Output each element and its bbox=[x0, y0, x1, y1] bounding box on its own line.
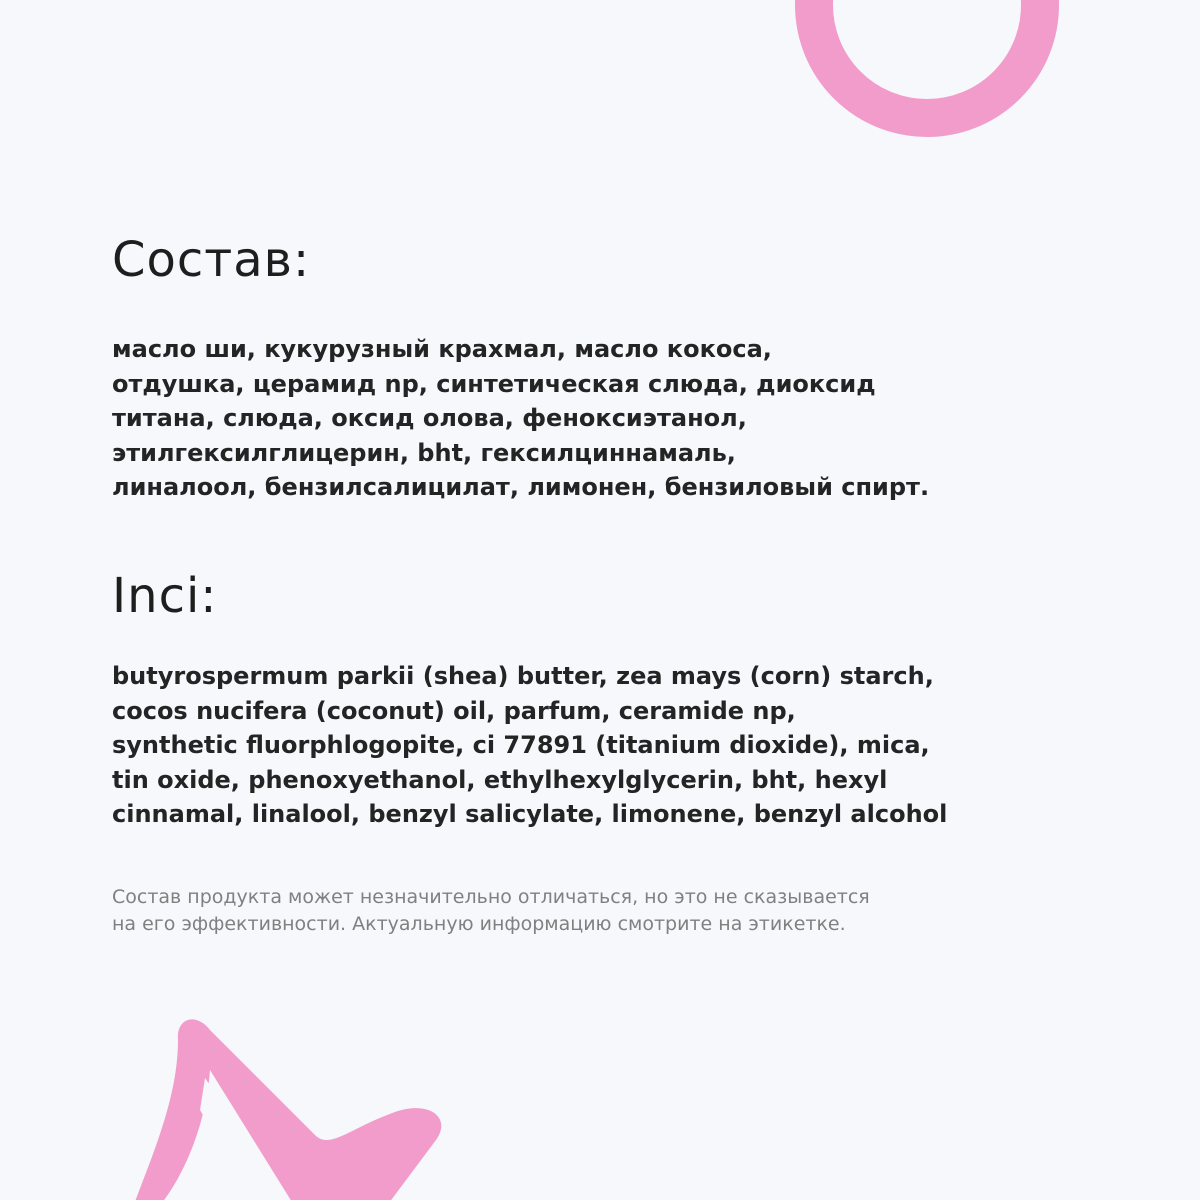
disclaimer-note bbox=[112, 884, 1072, 938]
star-inner-cutout bbox=[200, 1078, 298, 1200]
composition-line: отдушка, церамид np, синтетическая слюда, диоксид bbox=[112, 369, 876, 398]
inci-line: butyrospermum parkii (shea) butter, zea mays (corn) starch, bbox=[112, 662, 934, 690]
composition-line: линалоол, бензилсалицилат, лимонен, бензиловый спирт. bbox=[112, 473, 930, 501]
inci-line: synthetic fluorphlogopite, ci 77891 (titanium dioxide), mica, bbox=[112, 731, 930, 759]
inci-list bbox=[112, 659, 1072, 832]
composition-list bbox=[112, 332, 1072, 505]
disclaimer-line: Состав продукта может незначительно отличаться, но это не сказывается bbox=[112, 886, 870, 908]
inci-line: cinnamal, linalool, benzyl salicylate, limonene, benzyl alcohol bbox=[112, 800, 948, 828]
composition-line: масло ши, кукурузный крахмал, масло кокоса, bbox=[112, 335, 772, 363]
disclaimer-line: на его эффективности. Актуальную информацию смотрите на этикетке. bbox=[112, 913, 846, 935]
ring-shape bbox=[814, 0, 1040, 118]
composition-line: этилгексилглицерин, bht, гексилциннамаль, bbox=[112, 438, 736, 467]
inci-title: Inci: bbox=[112, 568, 218, 624]
composition-title: Состав: bbox=[112, 232, 311, 288]
star-shape bbox=[130, 1019, 441, 1200]
inci-line: cocos nucifera (coconut) oil, parfum, ceramide np, bbox=[112, 696, 796, 725]
composition-line: титана, слюда, оксид олова, феноксиэтанол, bbox=[112, 404, 747, 432]
inci-line: tin oxide, phenoxyethanol, ethylhexylglycerin, bht, hexyl bbox=[112, 765, 888, 794]
